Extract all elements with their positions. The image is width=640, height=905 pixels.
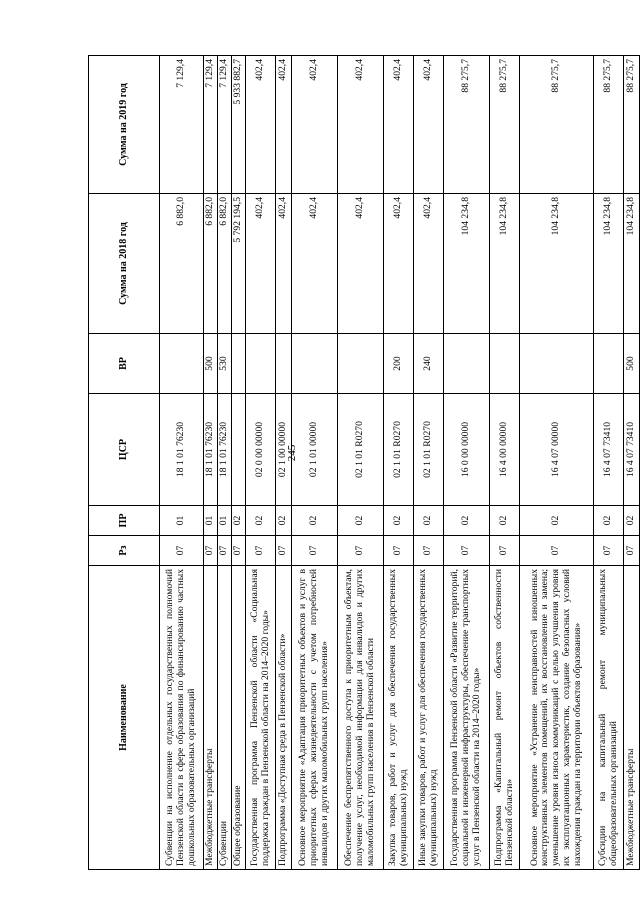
row-csr-cell: 16 4 00 00000 [490, 394, 520, 506]
row-csr-cell: 16 4 07 73410 [594, 394, 624, 506]
row-sum-2019-cell: 402,4 [338, 56, 384, 194]
table-row [276, 56, 292, 870]
rotated-table-container [88, 56, 637, 870]
table-row [246, 56, 276, 870]
row-rz-cell: 07 [292, 536, 338, 566]
table-row [520, 56, 594, 870]
row-name-cell: Субсидии на капитальный ремонт муниципальных общеобразовательных организаций [594, 566, 624, 870]
row-sum-2019-cell: 402,4 [414, 56, 444, 194]
row-csr-cell: 16 0 00 00000 [444, 394, 490, 506]
row-name-cell: Межбюджетные трансферты [624, 566, 640, 870]
row-sum-2019-cell: 7 129,4 [218, 56, 232, 194]
page-number: 245 [286, 444, 298, 462]
row-vr-cell: 200 [384, 334, 414, 394]
row-name-cell: Субвенции на исполнение отдельных государственных полномочий Пензенской области в сфере образования по финансированию частных дошкольных образовательных организаций [160, 566, 204, 870]
row-vr-cell [246, 334, 276, 394]
row-name-cell: Подпрограмма «Капитальный ремонт объектов собственности Пензенской области» [490, 566, 520, 870]
row-csr-cell [232, 394, 246, 506]
row-rz-cell: 07 [594, 536, 624, 566]
row-vr-cell [444, 334, 490, 394]
row-sum-2018-cell: 104 234,8 [490, 194, 520, 334]
row-sum-2018-cell: 402,4 [292, 194, 338, 334]
row-vr-cell [520, 334, 594, 394]
row-csr-cell: 18 1 01 76230 [160, 394, 204, 506]
row-pr-cell: 02 [384, 506, 414, 536]
row-sum-2018-cell: 402,4 [414, 194, 444, 334]
header-pr: ПР [89, 506, 160, 536]
row-sum-2019-cell: 402,4 [292, 56, 338, 194]
row-sum-2019-cell: 88 275,7 [444, 56, 490, 194]
row-rz-cell: 07 [160, 536, 204, 566]
row-name-cell: Общее образование [232, 566, 246, 870]
row-rz-cell: 07 [384, 536, 414, 566]
row-vr-cell [276, 334, 292, 394]
row-name-cell: Государственная программа Пензенской области «Социальная поддержка граждан в Пензенской области на 2014–2020 годы» [246, 566, 276, 870]
header-vr: ВР [89, 334, 160, 394]
row-vr-cell [490, 334, 520, 394]
table-row [292, 56, 338, 870]
row-pr-cell: 02 [594, 506, 624, 536]
row-vr-cell [338, 334, 384, 394]
row-rz-cell: 07 [218, 536, 232, 566]
row-sum-2019-cell: 402,4 [276, 56, 292, 194]
row-pr-cell: 02 [276, 506, 292, 536]
row-name-cell: Обеспечение беспрепятственного доступа к приоритетным объектам, получение услуг, необходимой информации для инвалидов и других маломобильных групп населения в Пензенской области [338, 566, 384, 870]
row-vr-cell: 500 [204, 334, 218, 394]
table-row [204, 56, 218, 870]
row-vr-cell [232, 334, 246, 394]
row-pr-cell: 02 [246, 506, 276, 536]
table-row [338, 56, 384, 870]
table-row [384, 56, 414, 870]
table-row [594, 56, 624, 870]
row-csr-cell: 16 4 07 73410 [624, 394, 640, 506]
row-csr-cell: 02 1 01 R0270 [384, 394, 414, 506]
row-vr-cell: 530 [218, 334, 232, 394]
row-rz-cell: 07 [338, 536, 384, 566]
row-pr-cell: 02 [338, 506, 384, 536]
row-csr-cell: 02 0 00 00000 [246, 394, 276, 506]
row-vr-cell [160, 334, 204, 394]
row-rz-cell: 07 [444, 536, 490, 566]
table-row [218, 56, 232, 870]
row-csr-cell: 18 1 01 76230 [218, 394, 232, 506]
row-pr-cell: 01 [160, 506, 204, 536]
table-row [490, 56, 520, 870]
row-vr-cell: 500 [624, 334, 640, 394]
row-sum-2018-cell: 104 234,8 [624, 194, 640, 334]
table-row [414, 56, 444, 870]
row-rz-cell: 07 [414, 536, 444, 566]
header-sum-2018: Сумма на 2018 год [89, 194, 160, 334]
row-pr-cell: 02 [520, 506, 594, 536]
row-rz-cell: 07 [204, 536, 218, 566]
budget-table [88, 55, 640, 870]
row-sum-2018-cell: 5 792 194,5 [232, 194, 246, 334]
row-csr-cell: 02 1 00 00000 [276, 394, 292, 506]
row-sum-2019-cell: 402,4 [384, 56, 414, 194]
row-sum-2018-cell: 402,4 [338, 194, 384, 334]
row-sum-2019-cell: 402,4 [246, 56, 276, 194]
row-vr-cell: 240 [414, 334, 444, 394]
row-pr-cell: 02 [292, 506, 338, 536]
table-row [444, 56, 490, 870]
row-pr-cell: 01 [218, 506, 232, 536]
row-sum-2018-cell: 104 234,8 [520, 194, 594, 334]
row-sum-2018-cell: 402,4 [276, 194, 292, 334]
header-csr: ЦСР [89, 394, 160, 506]
row-sum-2018-cell: 6 882,0 [160, 194, 204, 334]
row-vr-cell [594, 334, 624, 394]
row-sum-2019-cell: 88 275,7 [520, 56, 594, 194]
table-row [160, 56, 204, 870]
row-pr-cell: 01 [204, 506, 218, 536]
row-name-cell: Государственная программа Пензенской области «Развитие территорий, социальной и инженерной инфраструктуры, обеспечение транспортных услуг в Пензенской области на 2014–2020 годы» [444, 566, 490, 870]
row-sum-2019-cell: 88 275,7 [594, 56, 624, 194]
row-pr-cell: 02 [490, 506, 520, 536]
row-csr-cell: 16 4 07 00000 [520, 394, 594, 506]
row-rz-cell: 07 [520, 536, 594, 566]
row-name-cell: Закупка товаров, работ и услуг для обеспечения государственных (муниципальных) нужд [384, 566, 414, 870]
table-row [624, 56, 640, 870]
header-name: Наименование [89, 566, 160, 870]
row-sum-2019-cell: 88 275,7 [490, 56, 520, 194]
row-sum-2019-cell: 5 933 882,7 [232, 56, 246, 194]
row-name-cell: Межбюджетные трансферты [204, 566, 218, 870]
row-sum-2018-cell: 104 234,8 [594, 194, 624, 334]
row-csr-cell: 02 1 01 R0270 [414, 394, 444, 506]
row-rz-cell: 07 [246, 536, 276, 566]
table-body [160, 56, 640, 870]
table-row [232, 56, 246, 870]
row-name-cell: Иные закупки товаров, работ и услуг для обеспечения государственных (муниципальных) нужд [414, 566, 444, 870]
row-sum-2018-cell: 6 882,0 [218, 194, 232, 334]
row-sum-2018-cell: 104 234,8 [444, 194, 490, 334]
row-csr-cell: 02 1 01 00000 [292, 394, 338, 506]
row-sum-2019-cell: 7 129,4 [160, 56, 204, 194]
row-pr-cell: 02 [624, 506, 640, 536]
row-csr-cell: 18 1 01 76230 [204, 394, 218, 506]
row-sum-2019-cell: 7 129,4 [204, 56, 218, 194]
row-pr-cell: 02 [232, 506, 246, 536]
row-pr-cell: 02 [444, 506, 490, 536]
row-rz-cell: 07 [624, 536, 640, 566]
row-pr-cell: 02 [414, 506, 444, 536]
row-sum-2019-cell: 88 275,7 [624, 56, 640, 194]
table-header-row [89, 56, 160, 870]
row-name-cell: Субвенции [218, 566, 232, 870]
row-rz-cell: 07 [232, 536, 246, 566]
row-sum-2018-cell: 6 882,0 [204, 194, 218, 334]
row-sum-2018-cell: 402,4 [246, 194, 276, 334]
header-sum-2019: Сумма на 2019 год [89, 56, 160, 194]
row-csr-cell: 02 1 01 R0270 [338, 394, 384, 506]
row-sum-2018-cell: 402,4 [384, 194, 414, 334]
row-rz-cell: 07 [276, 536, 292, 566]
row-name-cell: Основное мероприятие «Адаптация приоритетных объектов и услуг в приоритетных сферах жизнедеятельности с учетом потребностей инвалидов и других маломобильных групп населения» [292, 566, 338, 870]
row-vr-cell [292, 334, 338, 394]
row-name-cell: Основное мероприятие «Устранение неисправностей изношенных конструктивных элементов помещений, их восстановление и замена; уменьшение уровня износа коммуникаций с целью улучшения уровня их эксплуатационных характеристик, создание безопасных условий нахождения граждан на территории объектов образования» [520, 566, 594, 870]
header-rz: Рз [89, 536, 160, 566]
row-rz-cell: 07 [490, 536, 520, 566]
row-name-cell: Подпрограмма «Доступная среда в Пензенской области» [276, 566, 292, 870]
